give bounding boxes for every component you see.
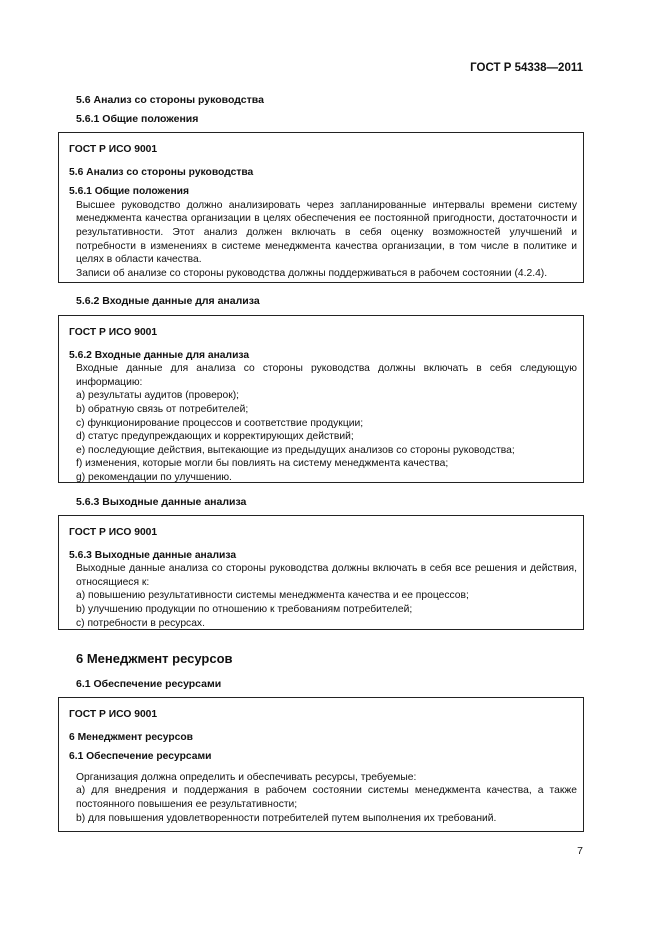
- list-item: b) обратную связь от потребителей;: [76, 403, 249, 415]
- box-subtitle: 6.1 Обеспечение ресурсами: [69, 751, 212, 763]
- section-heading-6: 6 Менеджмент ресурсов: [76, 651, 233, 666]
- list-item: b) улучшению продукции по отношению к требованиям потребителей;: [76, 603, 413, 615]
- box-title: 5.6.2 Входные данные для анализа: [69, 349, 250, 361]
- list-item: a) для внедрения и поддержания в рабочем состоянии системы менеджмента качества, а также постоянного повышения ее результативности;: [76, 785, 577, 810]
- list-item: d) статус предупреждающих и корректирующих действий;: [76, 431, 354, 443]
- section-heading-5-6: 5.6 Анализ со стороны руководства: [76, 94, 264, 106]
- box-title: 6 Менеджмент ресурсов: [69, 731, 193, 743]
- quote-box-6: [58, 697, 584, 832]
- list-item: g) рекомендации по улучшению.: [76, 471, 232, 483]
- box-paragraph: Выходные данные анализа со стороны руководства должны включать в себя все решения и действия, относящиеся к:: [76, 563, 577, 588]
- box-subtitle: 5.6.1 Общие положения: [69, 186, 189, 198]
- box-standard-ref: ГОСТ Р ИСО 9001: [69, 709, 158, 720]
- box-title: 5.6.3 Выходные данные анализа: [69, 549, 237, 561]
- list-item: c) функционирование процессов и соответствие продукции;: [76, 417, 364, 429]
- document-id: ГОСТ Р 54338—2011: [470, 62, 583, 74]
- list-item: e) последующие действия, вытекающие из предыдущих анализов со стороны руководства;: [76, 444, 515, 456]
- box-standard-ref: ГОСТ Р ИСО 9001: [69, 327, 158, 338]
- box-paragraph: Организация должна определить и обеспечивать ресурсы, требуемые:: [76, 771, 417, 783]
- subsection-heading-5-6-2: 5.6.2 Входные данные для анализа: [76, 295, 260, 307]
- list-item: a) результаты аудитов (проверок);: [76, 390, 240, 402]
- box-paragraph: Записи об анализе со стороны руководства должны поддерживаться в рабочем состоянии (4.2.4).: [76, 267, 548, 279]
- subsection-heading-6-1: 6.1 Обеспечение ресурсами: [76, 678, 222, 690]
- subsection-heading-5-6-1: 5.6.1 Общие положения: [76, 113, 199, 125]
- list-item: c) потребности в ресурсах.: [76, 617, 205, 629]
- quote-box-5-6-3: [58, 515, 584, 630]
- subsection-heading-5-6-3: 5.6.3 Выходные данные анализа: [76, 496, 247, 508]
- quote-box-5-6: [58, 132, 584, 283]
- quote-box-5-6-2: [58, 315, 584, 483]
- list-item: b) для повышения удовлетворенности потребителей путем выполнения их требований.: [76, 812, 497, 824]
- box-paragraph: Входные данные для анализа со стороны руководства должны включать в себя следующую информацию:: [76, 363, 577, 388]
- box-standard-ref: ГОСТ Р ИСО 9001: [69, 527, 158, 538]
- box-paragraph: Высшее руководство должно анализировать через запланированные интервалы времени систему менеджмента качества организации в целях обеспечения ее постоянной пригодности, достаточности и результативности. Этот анализ должен включать в себя оценку возможностей улучшений и потребности в изменениях в системе менеджмента качества организации, в том числе в политике и целях в области качества.: [76, 199, 577, 266]
- box-standard-ref: ГОСТ Р ИСО 9001: [69, 144, 158, 155]
- list-item: a) повышению результативности системы менеджмента качества и ее процессов;: [76, 590, 469, 602]
- page-number: 7: [577, 845, 583, 857]
- list-item: f) изменения, которые могли бы повлиять на систему менеджмента качества;: [76, 458, 449, 470]
- box-title: 5.6 Анализ со стороны руководства: [69, 166, 254, 178]
